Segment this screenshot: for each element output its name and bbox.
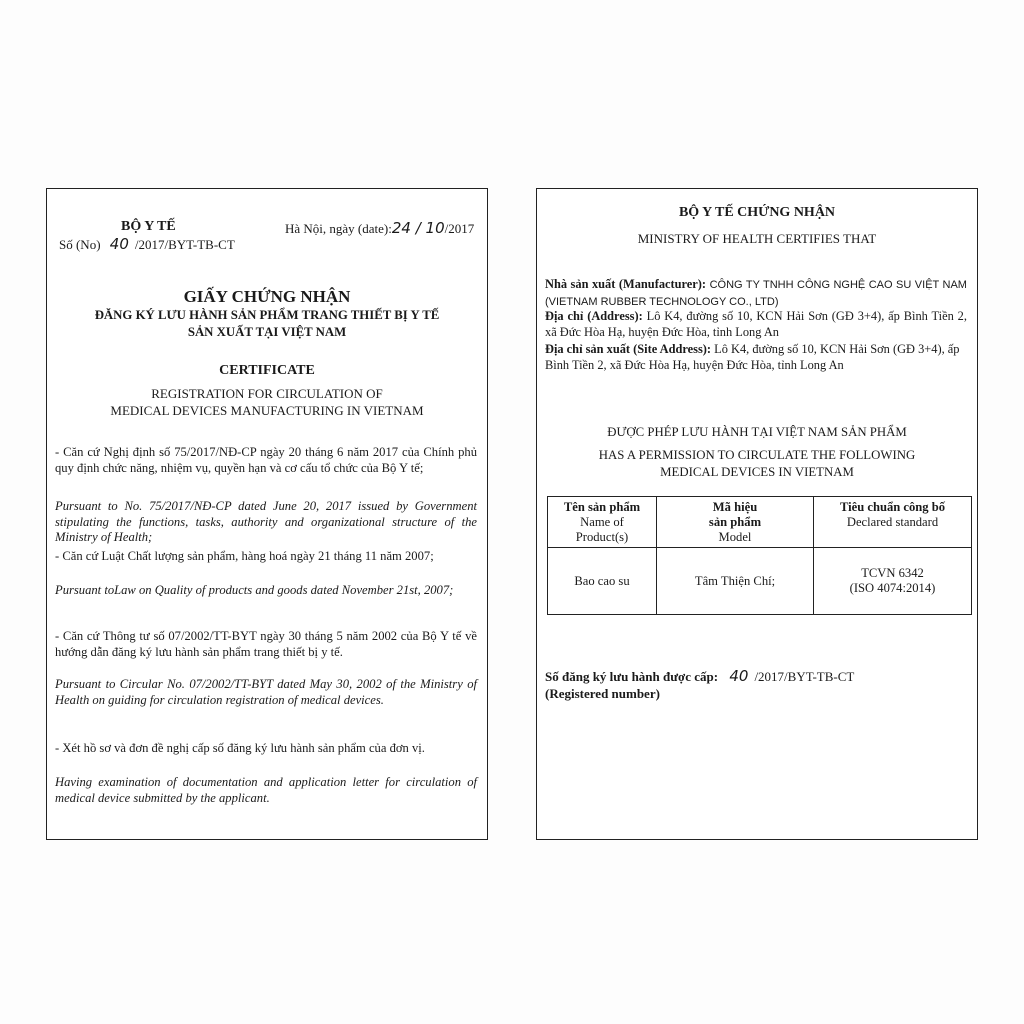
ministry-name: BỘ Y TẾ (121, 219, 176, 234)
header-product-name (548, 497, 657, 548)
address-value: Lô K4, đường số 10, KCN Hải Sơn (GĐ 3+4), ấp Bình Tiền 2, xã Đức Hòa Hạ, huyện Đức Hòa, tỉnh Long An (545, 309, 967, 339)
header-standard-vi: Tiêu chuẩn công bố (839, 499, 946, 514)
standard-line-2: (ISO 4074:2014) (849, 581, 936, 595)
table-row (548, 548, 972, 615)
registration-number (545, 667, 854, 685)
title-sub-2: SẢN XUẤT TẠI VIỆT NAM (187, 325, 347, 339)
certificate-number (59, 235, 235, 253)
certificate-page-left (46, 188, 488, 840)
header-standard (814, 497, 972, 548)
manufacturer-info (545, 277, 967, 310)
product-table (547, 496, 972, 615)
number-prefix: Số (No) (59, 237, 101, 252)
site-address-info (545, 342, 967, 373)
handwritten-registration-number: 40 (729, 667, 749, 685)
header-product-name-vi: Tên sản phẩm (563, 499, 641, 514)
header-model-en: Model (718, 529, 752, 544)
paragraph-2-vi: - Căn cứ Luật Chất lượng sản phẩm, hàng hoá ngày 21 tháng 11 năm 2007; (55, 549, 434, 563)
right-title-en: MINISTRY OF HEALTH CERTIFIES THAT (637, 231, 877, 246)
paragraph-4-vi: - Xét hồ sơ và đơn đề nghị cấp số đăng ký lưu hành sản phẩm của đơn vị. (55, 741, 425, 755)
registration-suffix: /2017/BYT-TB-CT (754, 669, 855, 684)
standard-line-1: TCVN 6342 (861, 566, 924, 580)
address-label: Địa chỉ (Address): (545, 309, 643, 323)
header-model-vi-1: Mã hiệu (712, 499, 758, 514)
header-standard-en: Declared standard (846, 514, 939, 529)
paragraph-2-en: Pursuant toLaw on Quality of products and goods dated November 21st, 2007; (55, 583, 454, 597)
registration-en: (Registered number) (545, 686, 660, 701)
registration-label: Số đăng ký lưu hành được cấp: (545, 669, 719, 684)
handwritten-date: 24 / 10 (391, 219, 445, 237)
certificate-en-sub-2: MEDICAL DEVICES MANUFACTURING IN VIETNAM (110, 403, 424, 418)
right-title-vi: BỘ Y TẾ CHỨNG NHẬN (678, 205, 836, 220)
title-main: GIẤY CHỨNG NHẬN (183, 287, 351, 306)
product-model-cell: Tâm Thiện Chí; (657, 548, 814, 615)
manufacturer-value: CÔNG TY TNHH CÔNG NGHỆ CAO SU VIỆT NAM (VIETNAM RUBBER TECHNOLOGY CO., LTD) (545, 279, 967, 308)
certificate-en: CERTIFICATE (219, 363, 315, 378)
table-header-row (548, 497, 972, 548)
issue-date (285, 219, 474, 237)
title-sub-1: ĐĂNG KÝ LƯU HÀNH SẢN PHẨM TRANG THIẾT BỊ Y TẾ (94, 308, 440, 322)
header-product-name-en-2: Product(s) (575, 529, 629, 544)
manufacturer-label: Nhà sản xuất (Manufacturer): (545, 277, 707, 291)
product-name-cell: Bao cao su (548, 548, 657, 615)
date-year: /2017 (444, 221, 475, 236)
paragraph-3-vi: - Căn cứ Thông tư số 07/2002/TT-BYT ngày 30 tháng 5 năm 2002 của Bộ Y tế về hướng dẫn đăng ký lưu hành sản phẩm trang thiết bị y tế. (55, 629, 477, 659)
certificate-page-right (536, 188, 978, 840)
site-address-label: Địa chỉ sản xuất (Site Address): (545, 342, 712, 356)
paragraph-1-en: Pursuant to No. 75/2017/NĐ-CP dated June 20, 2017 issued by Government stipulating the functions, tasks, authority and organizational structure of the Ministry of Health; (55, 499, 477, 544)
date-prefix: Hà Nội, ngày (date): (285, 221, 392, 236)
handwritten-number: 40 (109, 235, 129, 253)
paragraph-3-en: Pursuant to Circular No. 07/2002/TT-BYT dated May 30, 2002 of the Ministry of Health on guiding for circulation registration of medical devices. (55, 677, 477, 707)
paragraph-1-vi: - Căn cứ Nghị định số 75/2017/NĐ-CP ngày 20 tháng 6 năm 2017 của Chính phủ quy định chức năng, nhiệm vụ, quyền hạn và cơ cấu tổ chức của Bộ Y tế; (55, 445, 477, 475)
paragraph-4-en: Having examination of documentation and application letter for circulation of medical device submitted by the applicant. (55, 775, 477, 805)
permit-en-2: MEDICAL DEVICES IN VIETNAM (660, 465, 854, 479)
number-suffix: /2017/BYT-TB-CT (134, 237, 235, 252)
header-product-name-en-1: Name of (580, 514, 624, 529)
product-standard-cell (814, 548, 972, 615)
header-model (657, 497, 814, 548)
site-address-value: Lô K4, đường số 10, KCN Hải Sơn (GĐ 3+4), ấp Bình Tiền 2, xã Đức Hòa Hạ, huyện Đức Hòa, tỉnh Long An (545, 342, 960, 372)
certificate-en-sub-1: REGISTRATION FOR CIRCULATION OF (151, 386, 383, 401)
permit-vi: ĐƯỢC PHÉP LƯU HÀNH TẠI VIỆT NAM SẢN PHẨM (607, 425, 907, 439)
address-info (545, 309, 967, 340)
permit-en-1: HAS A PERMISSION TO CIRCULATE THE FOLLOWING (598, 448, 916, 462)
header-model-vi-2: sản phẩm (708, 514, 762, 529)
